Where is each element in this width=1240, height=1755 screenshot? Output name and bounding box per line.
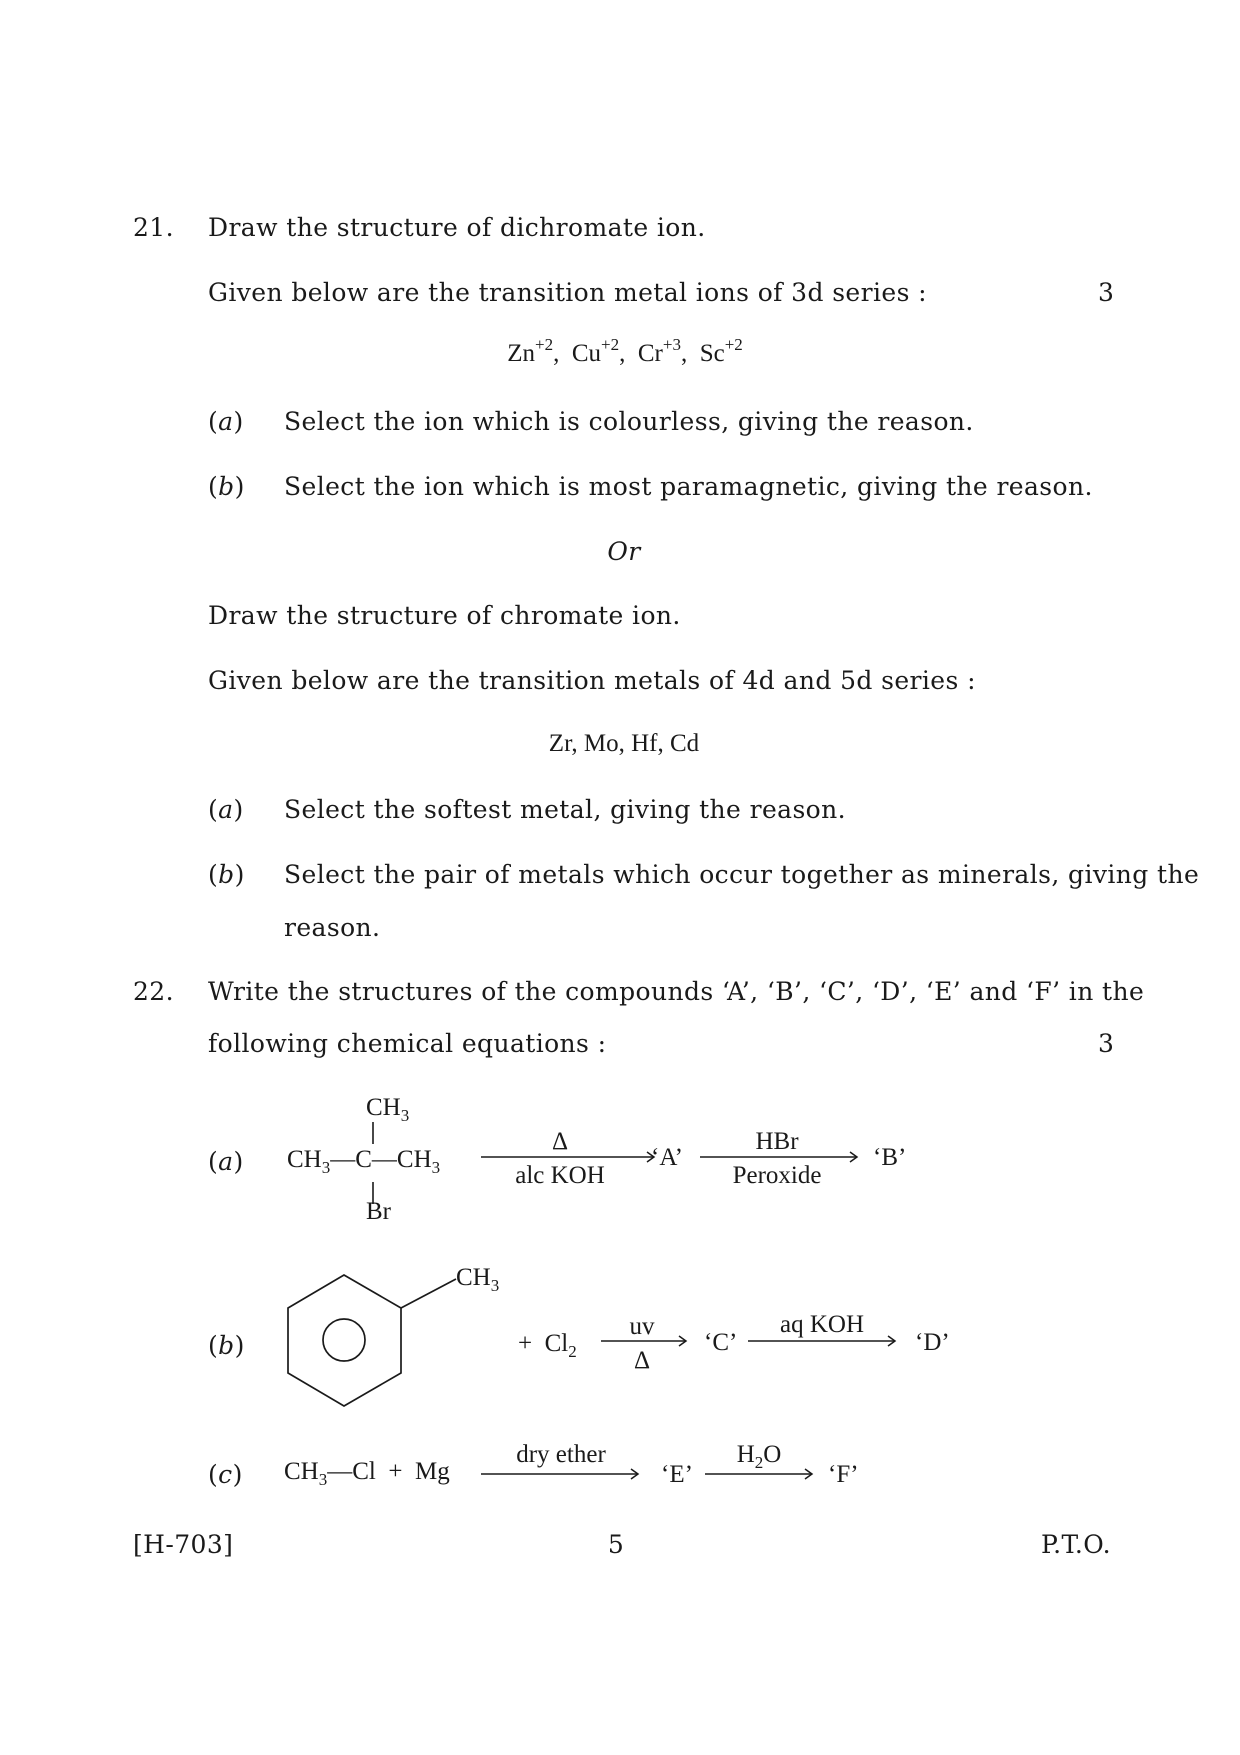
q22-part-a-label: (a): [208, 1147, 244, 1176]
q21-part-b-label: (b): [208, 472, 245, 501]
reaction-a-arrow2-top: HBr: [755, 1128, 799, 1155]
question-22-line2: following chemical equations :: [208, 1029, 607, 1058]
q21-alt-part-b-text-cont: reason.: [284, 913, 381, 942]
reaction-b-arrow1: [601, 1335, 691, 1347]
question-22-line1: Write the structures of the compounds ‘A’, ‘B’, ‘C’, ‘D’, ‘E’ and ‘F’ in the: [208, 977, 1145, 1006]
reaction-c-arrow1-top: dry ether: [516, 1441, 606, 1468]
question-21-line2: Given below are the transition metal ions of 3d series :: [208, 278, 927, 307]
reaction-b-arrow2: [748, 1335, 900, 1347]
q22-part-b-label: (b): [208, 1331, 245, 1360]
q21-alt-part-b-label: (b): [208, 860, 245, 889]
methyl-bond: [401, 1279, 456, 1308]
q21-part-a-label: (a): [208, 407, 244, 436]
toluene-structure: [281, 1266, 471, 1416]
chlorine-reactant: + $Cl_2$: [518, 1330, 577, 1361]
metal-list: Zr, Mo, Hf, Cd: [548, 730, 700, 757]
paper-code: [H-703]: [133, 1530, 234, 1559]
q21-alt-line2: Given below are the transition metals of 4d and 5d series :: [208, 666, 976, 695]
reaction-b-arrow1-top: uv: [629, 1313, 655, 1340]
ion-list: [507, 335, 743, 368]
question-22-number: 22.: [133, 977, 174, 1006]
benzene-ring: [288, 1275, 401, 1406]
bromine-substituent: Br: [366, 1198, 391, 1225]
tertiary-butyl-bromide-chain: $CH_3—C—CH_3$: [287, 1146, 441, 1177]
toluene-methyl-group: $CH_3$: [456, 1264, 500, 1295]
reaction-c-arrow2: [705, 1468, 817, 1480]
q21-part-a-text: Select the ion which is colourless, giving the reason.: [284, 407, 974, 436]
q21-alt-line1: Draw the structure of chromate ion.: [208, 601, 681, 630]
product-b: ‘B’: [873, 1144, 907, 1171]
question-21-marks: 3: [1098, 278, 1115, 307]
product-e: ‘E’: [661, 1461, 693, 1488]
product-f: ‘F’: [828, 1461, 859, 1488]
reaction-c-arrow1: [481, 1468, 643, 1480]
reaction-a-arrow1-bottom: alc KOH: [515, 1162, 605, 1189]
q21-part-b-text: Select the ion which is most paramagnetic, giving the reason.: [284, 472, 1093, 501]
ion-sc: $Sc^{+2}$: [699, 335, 743, 367]
or-separator: Or: [607, 537, 641, 566]
ion-cr: $Cr^{+3}$,: [637, 335, 688, 367]
ion-cu: $Cu^{+2}$,: [571, 335, 626, 367]
product-d: ‘D’: [915, 1329, 950, 1356]
reaction-a-arrow2-bottom: Peroxide: [732, 1162, 822, 1189]
reaction-c-arrow2-top: $H_2O$: [736, 1441, 782, 1472]
q22-part-c-label: (c): [208, 1460, 243, 1489]
product-c: ‘C’: [704, 1329, 738, 1356]
q21-alt-part-a-text: Select the softest metal, giving the reason.: [284, 795, 846, 824]
reaction-a-arrow1-top: Δ: [551, 1128, 569, 1155]
question-21-number: 21.: [133, 213, 174, 242]
pto-note: P.T.O.: [1041, 1530, 1112, 1559]
page-number: 5: [607, 1530, 625, 1559]
ion-zn: $Zn^{+2}$,: [507, 335, 560, 367]
question-21-line1: Draw the structure of dichromate ion.: [208, 213, 706, 242]
q21-alt-part-a-label: (a): [208, 795, 244, 824]
vertical-bonds: [370, 1122, 378, 1222]
grignard-reactants: $CH_3—Cl + Mg$: [284, 1458, 450, 1489]
q21-alt-part-b-text: Select the pair of metals which occur together as minerals, giving the: [284, 860, 1200, 889]
reaction-b-arrow1-bottom: Δ: [633, 1347, 651, 1374]
reaction-b-arrow2-top: aq KOH: [779, 1311, 865, 1338]
product-a: ‘A’: [651, 1144, 683, 1171]
aromatic-circle: [323, 1319, 365, 1361]
tertiary-methyl-top: $CH_3$: [366, 1094, 410, 1125]
question-22-marks: 3: [1098, 1029, 1115, 1058]
